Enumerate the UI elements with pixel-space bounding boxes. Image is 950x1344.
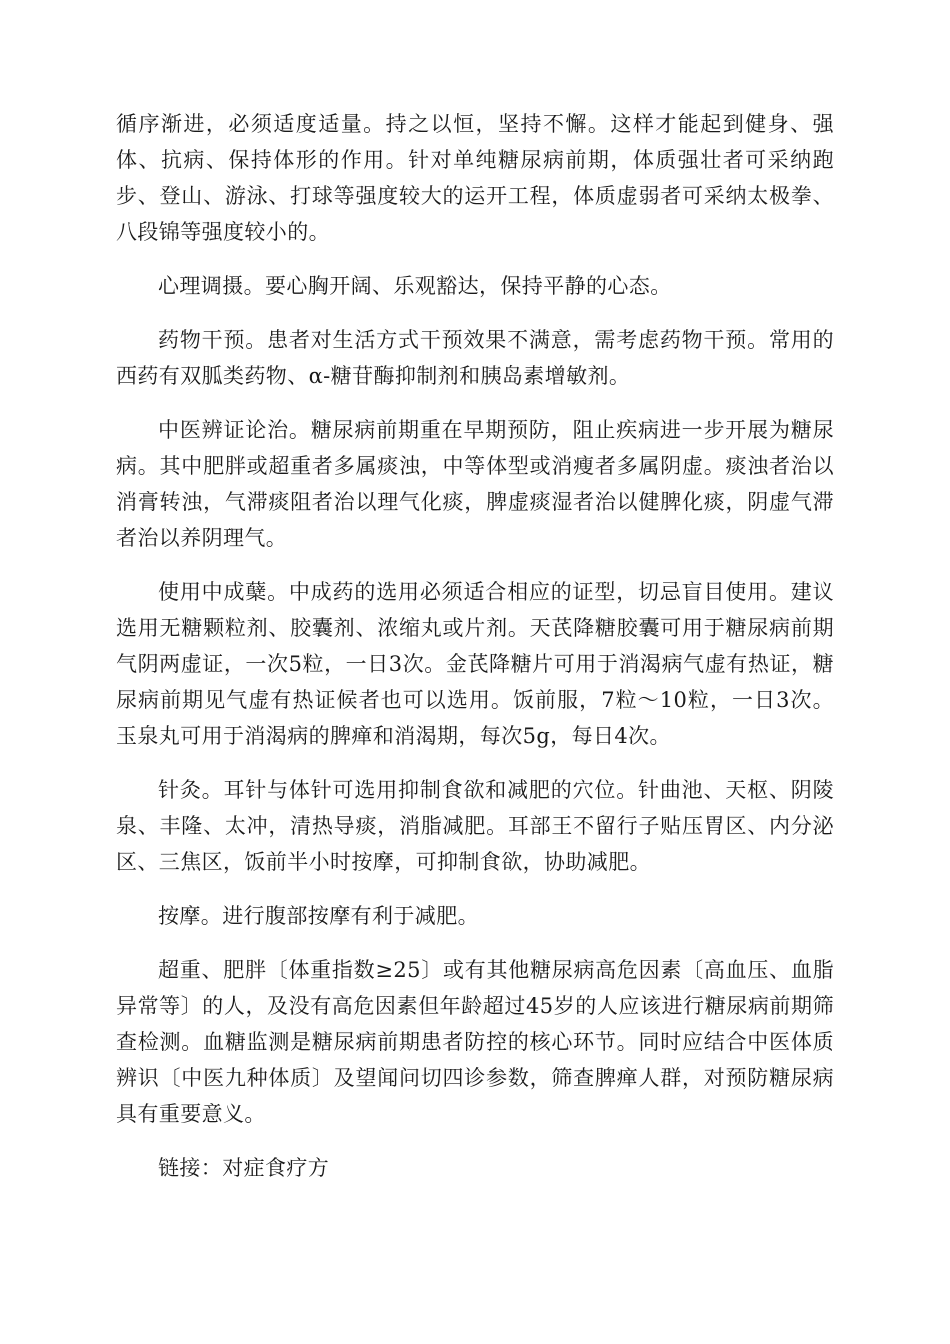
paragraph-tcm-differentiation: 中医辨证论治。糖尿病前期重在早期预防，阻止疾病进一步开展为糖尿病。其中肥胖或超重者多属痰浊，中等体型或消瘦者多属阴虚。痰浊者治以消膏转浊，气滞痰阻者治以理气化痰，脾虚痰湿者治以健脾化痰，阴虚气滞者治以养阴理气。 bbox=[116, 418, 834, 550]
paragraph-massage: 按摩。进行腹部按摩有利于减肥。 bbox=[158, 904, 479, 928]
paragraph-drug-intervention: 药物干预。患者对生活方式干预效果不满意，需考虑药物干预。常用的西药有双胍类药物、α-糖苷酶抑制剂和胰岛素增敏剂。 bbox=[116, 328, 834, 388]
paragraph-patent-medicine: 使用中成蘖。中成药的选用必须适合相应的证型，切忌盲目使用。建议选用无糖颗粒剂、胶囊剂、浓缩丸或片剂。天芪降糖胶囊可用于糖尿病前期气阴两虚证，一次5粒，一日3次。金芪降糖片可用于消渴病气虚有热证，糖尿病前期见气虚有热证候者也可以选用。饭前服，7粒～10粒，一日3次。玉泉丸可用于消渴病的脾瘅和消渴期，每次5g，每日4次。 bbox=[116, 580, 834, 748]
paragraph-screening: 超重、肥胖〔体重指数≥25〕或有其他糖尿病高危因素〔高血压、血脂异常等〕的人，及没有高危因素但年龄超过45岁的人应该进行糖尿病前期筛查检测。血糖监测是糖尿病前期患者防控的核心环节。同时应结合中医体质辨识〔中医九种体质〕及望闻问切四诊参数，筛查脾瘅人群，对预防糖尿病具有重要意义。 bbox=[116, 958, 834, 1126]
paragraph-link: 链接：对症食疗方 bbox=[158, 1156, 330, 1180]
paragraph-psychological: 心理调摄。要心胸开阔、乐观豁达，保持平静的心态。 bbox=[158, 274, 672, 298]
document-body bbox=[116, 106, 834, 1204]
paragraph-exercise-continued: 循序渐进，必须适度适量。持之以恒，坚持不懈。这样才能起到健身、强体、抗病、保持体形的作用。针对单纯糖尿病前期，体质强壮者可采纳跑步、登山、游泳、打球等强度较大的运开工程，体质虚弱者可采纳太极拳、八段锦等强度较小的。 bbox=[116, 112, 834, 244]
paragraph-acupuncture: 针灸。耳针与体针可选用抑制食欲和减肥的穴位。针曲池、天枢、阴陵泉、丰隆、太冲，清热导痰，消脂减肥。耳部王不留行子贴压胃区、内分泌区、三焦区，饭前半小时按摩，可抑制食欲，协助减肥。 bbox=[116, 778, 834, 874]
